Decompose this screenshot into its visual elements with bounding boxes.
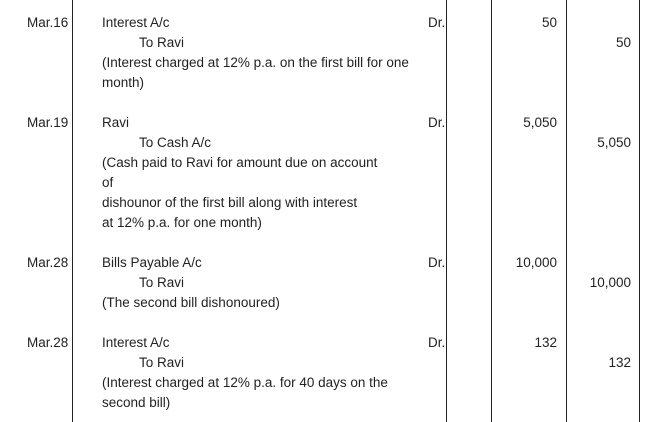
narration-line: dishounor of the first bill along with interest — [102, 195, 358, 210]
entry-date: Mar.28 — [27, 255, 69, 270]
dr-label: Dr. — [428, 115, 446, 130]
narration-line: at 12% p.a. for one month) — [102, 215, 262, 230]
debit-account: Ravi — [102, 115, 130, 130]
narration-line: second bill) — [102, 395, 171, 410]
credit-amount: 50 — [615, 35, 631, 50]
debit-account: Interest A/c — [102, 335, 170, 350]
dr-label: Dr. — [428, 335, 446, 350]
credit-account: To Ravi — [139, 355, 185, 370]
debit-amount: 10,000 — [515, 255, 557, 270]
narration-line: month) — [102, 75, 145, 90]
credit-amount: 10,000 — [589, 275, 631, 290]
debit-amount: 50 — [541, 15, 557, 30]
narration-line: (Interest charged at 12% p.a. for 40 days on the — [102, 375, 388, 390]
narration-line: (The second bill dishonoured) — [102, 295, 280, 310]
debit-amount: 132 — [534, 335, 557, 350]
dr-label: Dr. — [428, 15, 446, 30]
entry-date: Mar.28 — [27, 335, 69, 350]
debit-account: Interest A/c — [102, 15, 170, 30]
column-divider — [72, 0, 73, 422]
credit-account: To Ravi — [139, 35, 185, 50]
narration-line: (Interest charged at 12% p.a. on the first bill for one — [102, 55, 409, 70]
entry-date: Mar.19 — [27, 115, 69, 130]
dr-label: Dr. — [428, 255, 446, 270]
column-divider — [639, 0, 640, 422]
credit-amount: 5,050 — [597, 135, 631, 150]
column-divider — [446, 0, 447, 422]
entry-date: Mar.16 — [27, 15, 69, 30]
narration-line: of — [102, 175, 114, 190]
column-divider — [491, 0, 492, 422]
credit-account: To Cash A/c — [139, 135, 212, 150]
debit-account: Bills Payable A/c — [102, 255, 202, 270]
credit-account: To Ravi — [139, 275, 185, 290]
narration-line: (Cash paid to Ravi for amount due on account — [102, 155, 378, 170]
debit-amount: 5,050 — [523, 115, 557, 130]
credit-amount: 132 — [608, 355, 631, 370]
column-divider — [566, 0, 567, 422]
